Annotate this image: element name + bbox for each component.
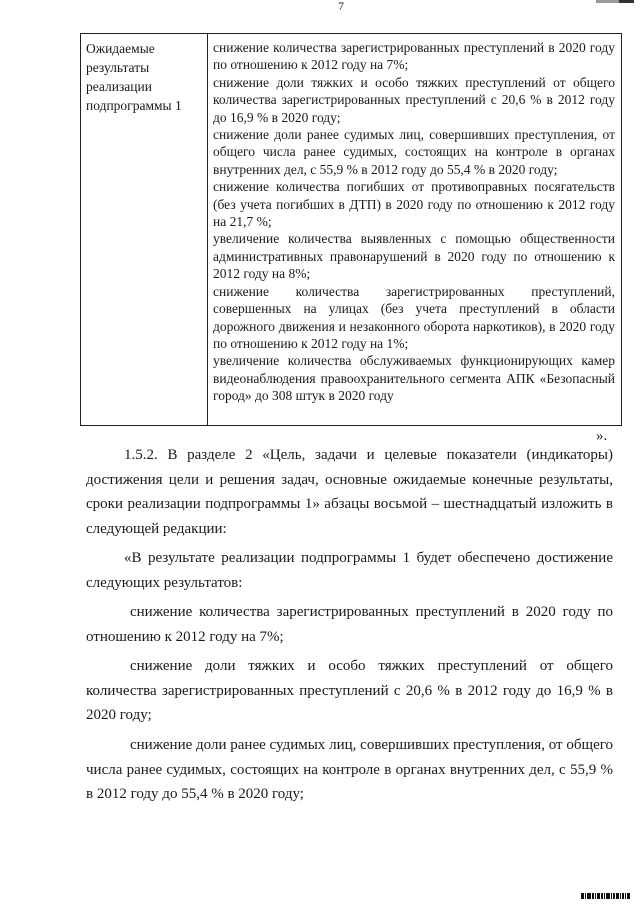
barcode-mark — [581, 890, 630, 899]
scan-mark — [596, 0, 634, 3]
table-label-cell — [81, 34, 208, 425]
paragraph-result-2: снижение доли тяжких и особо тяжких преступлений от общего количества зарегистрированных преступлений с 20,6 % в 2012 году до 16,9 % в 2020 году; — [86, 658, 613, 723]
table-label: Ожидаемые результаты реализации подпрограммы 1 — [86, 41, 182, 113]
table-item: снижение доли тяжких и особо тяжких преступлений от общего количества зарегистрированных преступлений с 20,6 % в 2012 году до 16,9 % в 2020 году; — [213, 74, 615, 125]
table-item: увеличение количества выявленных с помощью общественности административных правонарушений в 2020 году по отношению к 2012 году на 8%; — [213, 231, 615, 282]
table-item: увеличение количества обслуживаемых функционирующих камер видеонаблюдения правоохранительного сегмента АПК «Безопасный город» до 308 штук в 2020 году — [213, 353, 615, 404]
closing-quote: ». — [596, 428, 608, 444]
table-items-cell — [208, 34, 621, 425]
paragraph-results-intro: «В результате реализации подпрограммы 1 будет обеспечено достижение следующих результатов: — [86, 550, 613, 591]
table-item: снижение количества зарегистрированных преступлений в 2020 году по отношению к 2012 году на 7%; — [213, 40, 615, 73]
table-item: снижение количества зарегистрированных преступлений, совершенных на улицах (без учета преступлений в области дорожного движения и незаконного оборота наркотиков), в 2020 году по отношению к 2012 году на 1%; — [213, 283, 615, 351]
table-item: снижение количества погибших от противоправных посягательств (без учета погибших в ДТП) в 2020 году по отношению к 2012 году на 21,7 %; — [213, 179, 615, 230]
page-number: 7 — [338, 0, 344, 13]
table-item: снижение доли ранее судимых лиц, совершивших преступления, от общего числа ранее судимых, состоящих на контроле в органах внутренних дел, с 55,9 % в 2012 году до 55,4 % в 2020 году; — [213, 127, 615, 177]
results-table — [80, 33, 622, 426]
paragraph-result-1: снижение количества зарегистрированных преступлений в 2020 году по отношению к 2012 году на 7%; — [86, 604, 613, 645]
paragraph-result-3: снижение доли ранее судимых лиц, совершивших преступления, от общего числа ранее судимых, состоящих на контроле в органах внутренних дел, с 55,9 % в 2012 году до 55,4 % в 2020 году; — [86, 737, 613, 802]
paragraph-section-change: 1.5.2. В разделе 2 «Цель, задачи и целевые показатели (индикаторы) достижения цели и решения задач, основные ожидаемые конечные результаты, сроки реализации подпрограммы 1» абзацы восьмой – шестнадцатый изложить в следующей редакции: — [86, 447, 613, 537]
